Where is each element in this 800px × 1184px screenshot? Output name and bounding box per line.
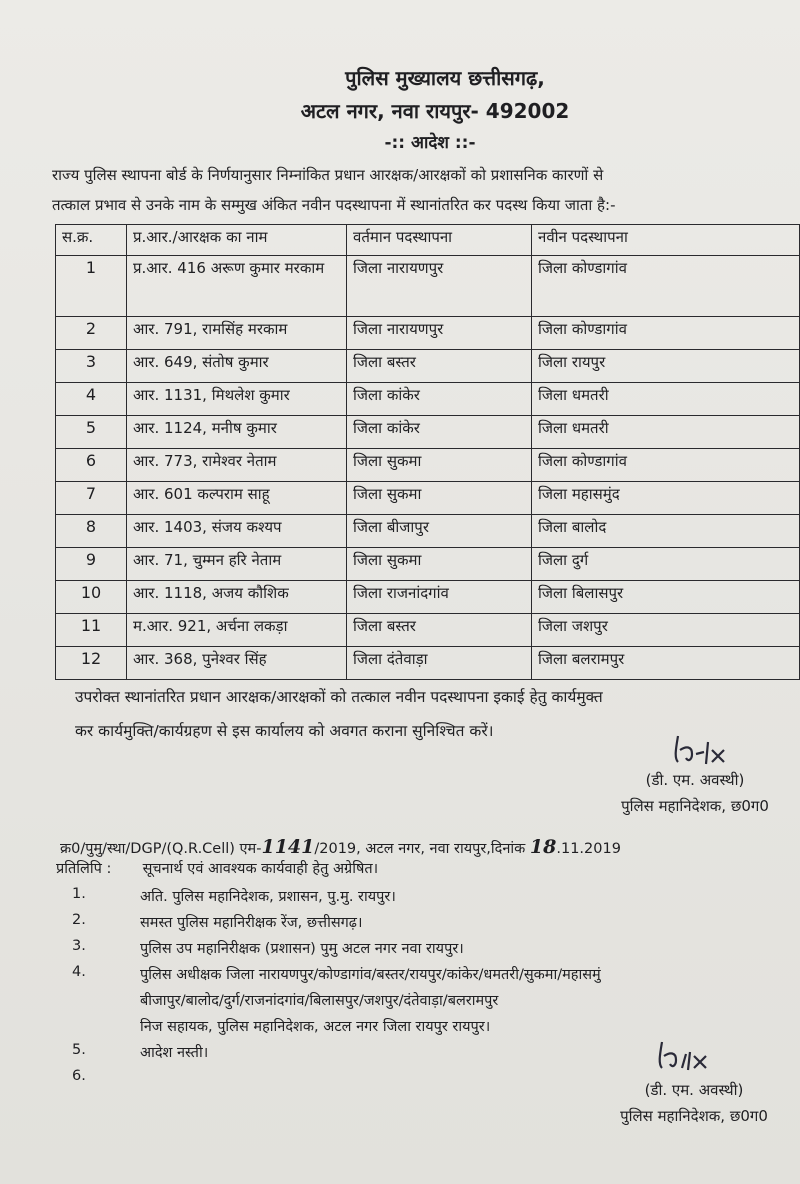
col-new-posting: नवीन पदस्थापना <box>532 225 800 256</box>
current-posting-cell: जिला दंतेवाड़ा <box>347 647 532 680</box>
name-cell: आर. 368, पुनेश्वर सिंह <box>127 647 347 680</box>
handwritten-signature <box>596 1038 792 1078</box>
handwritten-signature <box>600 728 790 768</box>
intro-line-1: राज्य पुलिस स्थापना बोर्ड के निर्णयानुसार निम्नांकित प्रधान आरक्षक/आरक्षकों को प्रशासनिक कारणों से <box>52 166 604 184</box>
current-posting-cell: जिला राजनांदगांव <box>347 581 532 614</box>
list-item-text: पुलिस अधीक्षक जिला नारायणपुर/कोण्डागांव/बस्तर/रायपुर/कांकेर/धमतरी/सुकमा/महासमुं <box>140 967 601 983</box>
table-row <box>56 317 800 350</box>
table-row <box>56 416 800 449</box>
reference-number: 1141 <box>261 836 315 858</box>
table-row <box>56 548 800 581</box>
name-cell: आर. 649, संतोष कुमार <box>127 350 347 383</box>
current-posting-cell: जिला सुकमा <box>347 449 532 482</box>
list-item-text: निज सहायक, पुलिस महानिदेशक, अटल नगर जिला रायपुर रायपुर। <box>140 1019 491 1035</box>
current-posting-cell: जिला कांकेर <box>347 383 532 416</box>
letterhead <box>0 64 800 153</box>
table-row <box>56 482 800 515</box>
reference-date-suffix: .11.2019 <box>556 841 621 857</box>
signatory-designation: पुलिस महानिदेशक, छ0ग0 <box>620 1107 768 1125</box>
serial-cell: 6 <box>56 449 127 482</box>
serial-cell: 11 <box>56 614 127 647</box>
serial-cell: 12 <box>56 647 127 680</box>
instruction-line-2: कर कार्यमुक्ति/कार्यग्रहण से इस कार्यालय को अवगत कराना सुनिश्चित करें। <box>75 722 494 740</box>
name-cell: आर. 1131, मिथलेश कुमार <box>127 383 347 416</box>
reference-prefix: क्र0/पुमु/स्था/DGP/(Q.R.Cell) एम- <box>60 841 262 857</box>
list-item-number: 1. <box>72 886 86 902</box>
serial-cell: 1 <box>56 256 127 317</box>
transfer-table <box>55 224 800 680</box>
current-posting-cell: जिला सुकमा <box>347 548 532 581</box>
list-item-text: आदेश नस्ती। <box>140 1045 209 1061</box>
current-posting-cell: जिला नारायणपुर <box>347 256 532 317</box>
name-cell: आर. 773, रामेश्वर नेताम <box>127 449 347 482</box>
list-item-text: पुलिस उप महानिरीक्षक (प्रशासन) पुमु अटल नगर नवा रायपुर। <box>140 941 464 957</box>
signature-block-1 <box>600 728 790 816</box>
name-cell: आर. 1118, अजय कौशिक <box>127 581 347 614</box>
table-row <box>56 614 800 647</box>
current-posting-cell: जिला बीजापुर <box>347 515 532 548</box>
new-posting-cell: जिला कोण्डागांव <box>532 256 800 317</box>
new-posting-cell: जिला बलरामपुर <box>532 647 800 680</box>
new-posting-cell: जिला दुर्ग <box>532 548 800 581</box>
signatory-name: (डी. एम. अवस्थी) <box>644 1081 744 1099</box>
list-item-number: 3. <box>72 938 86 954</box>
serial-cell: 8 <box>56 515 127 548</box>
list-item-number: 2. <box>72 912 86 928</box>
name-cell: आर. 1403, संजय कश्यप <box>127 515 347 548</box>
serial-cell: 9 <box>56 548 127 581</box>
new-posting-cell: जिला धमतरी <box>532 383 800 416</box>
signatory-designation: पुलिस महानिदेशक, छ0ग0 <box>621 797 769 815</box>
new-posting-cell: जिला महासमुंद <box>532 482 800 515</box>
signatory-name: (डी. एम. अवस्थी) <box>645 771 745 789</box>
table-row <box>56 383 800 416</box>
list-item-text: अति. पुलिस महानिदेशक, प्रशासन, पु.मु. रायपुर। <box>140 889 396 905</box>
list-item-text: समस्त पुलिस महानिरीक्षक रेंज, छत्तीसगढ़। <box>140 915 363 931</box>
current-posting-cell: जिला कांकेर <box>347 416 532 449</box>
name-cell: म.आर. 921, अर्चना लकड़ा <box>127 614 347 647</box>
new-posting-cell: जिला कोण्डागांव <box>532 449 800 482</box>
col-name: प्र.आर./आरक्षक का नाम <box>127 225 347 256</box>
serial-cell: 5 <box>56 416 127 449</box>
list-item <box>72 964 800 990</box>
serial-cell: 7 <box>56 482 127 515</box>
order-heading: -:: आदेश ::- <box>384 133 476 153</box>
current-posting-cell: जिला नारायणपुर <box>347 317 532 350</box>
list-item-number: 4. <box>72 964 86 980</box>
current-posting-cell: जिला बस्तर <box>347 350 532 383</box>
table-row <box>56 350 800 383</box>
name-cell: आर. 1124, मनीष कुमार <box>127 416 347 449</box>
copy-label: प्रतिलिपि : <box>56 861 112 877</box>
col-current-posting: वर्तमान पदस्थापना <box>347 225 532 256</box>
list-item <box>72 912 800 938</box>
table-row <box>56 449 800 482</box>
table-header-row <box>56 225 800 256</box>
col-serial: स.क्र. <box>56 225 127 256</box>
serial-cell: 2 <box>56 317 127 350</box>
table-row <box>56 515 800 548</box>
new-posting-cell: जिला जशपुर <box>532 614 800 647</box>
reference-line <box>60 836 800 858</box>
list-item <box>72 938 800 964</box>
name-cell: आर. 791, रामसिंह मरकाम <box>127 317 347 350</box>
intro-text <box>52 160 792 220</box>
list-item-number: 6. <box>72 1068 86 1084</box>
copy-to-line <box>56 858 378 878</box>
table-row <box>56 647 800 680</box>
signature-block-2 <box>596 1038 792 1126</box>
name-cell: आर. 601 कल्पराम साहू <box>127 482 347 515</box>
name-cell: प्र.आर. 416 अरूण कुमार मरकाम <box>127 256 347 317</box>
reference-day: 18 <box>529 836 557 858</box>
intro-line-2: तत्काल प्रभाव से उनके नाम के सम्मुख अंकित नवीन पदस्थापना में स्थानांतरित कर पदस्थ किया जाता है:- <box>52 196 616 214</box>
new-posting-cell: जिला रायपुर <box>532 350 800 383</box>
name-cell: आर. 71, चुम्मन हरि नेताम <box>127 548 347 581</box>
new-posting-cell: जिला धमतरी <box>532 416 800 449</box>
reference-place-date: /2019, अटल नगर, नवा रायपुर,दिनांक <box>314 841 526 857</box>
table-row <box>56 256 800 317</box>
new-posting-cell: जिला कोण्डागांव <box>532 317 800 350</box>
serial-cell: 3 <box>56 350 127 383</box>
serial-cell: 10 <box>56 581 127 614</box>
list-item-number: 5. <box>72 1042 86 1058</box>
office-address: अटल नगर, नवा रायपुर- 492002 <box>300 99 570 123</box>
serial-cell: 4 <box>56 383 127 416</box>
office-name: पुलिस मुख्यालय छत्तीसगढ़, <box>345 66 545 90</box>
copy-text: सूचनार्थ एवं आवश्यक कार्यवाही हेतु अग्रेषित। <box>142 861 379 877</box>
list-item <box>72 990 800 1016</box>
current-posting-cell: जिला सुकमा <box>347 482 532 515</box>
list-item-text: बीजापुर/बालोद/दुर्ग/राजनांदगांव/बिलासपुर/जशपुर/दंतेवाड़ा/बलरामपुर <box>140 993 499 1009</box>
current-posting-cell: जिला बस्तर <box>347 614 532 647</box>
new-posting-cell: जिला बालोद <box>532 515 800 548</box>
new-posting-cell: जिला बिलासपुर <box>532 581 800 614</box>
list-item <box>72 886 800 912</box>
table-row <box>56 581 800 614</box>
instruction-line-1: उपरोक्त स्थानांतरित प्रधान आरक्षक/आरक्षकों को तत्काल नवीन पदस्थापना इकाई हेतु कार्यमुक्त <box>75 688 603 706</box>
